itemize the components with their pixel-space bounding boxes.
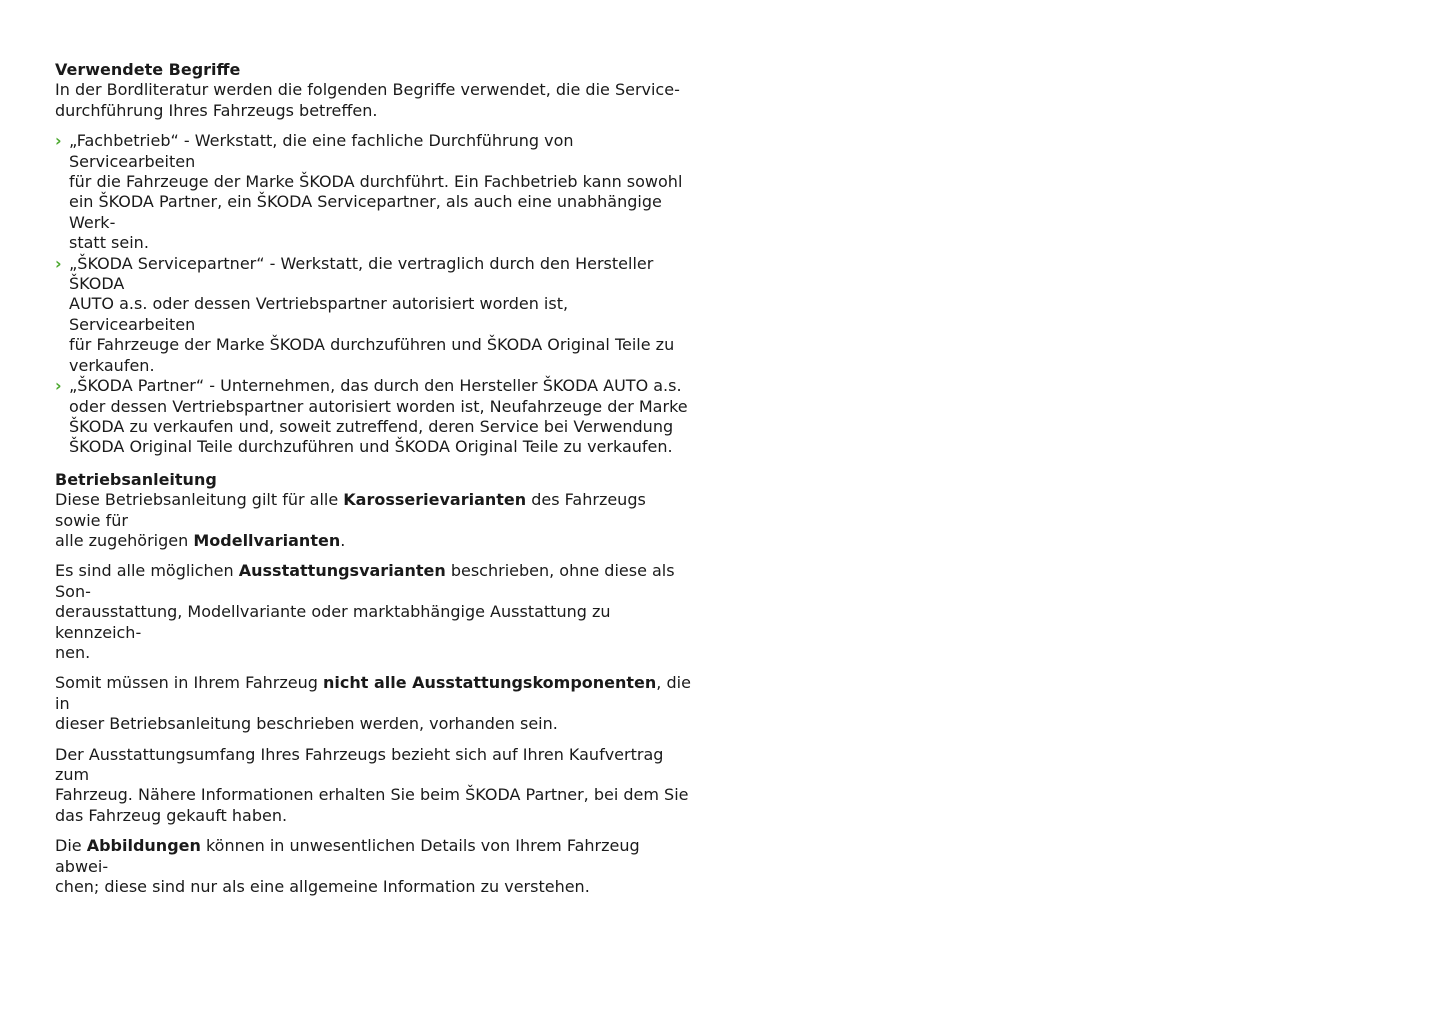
text-line: ein ŠKODA Partner, ein ŠKODA Servicepartner, als auch eine unabhängige Werk-: [69, 192, 662, 232]
bullet-arrow-icon: ›: [55, 253, 62, 273]
text-line: „ŠKODA Partner“ - Unternehmen, das durch den Hersteller ŠKODA AUTO a.s.: [69, 376, 682, 396]
paragraph-ausstattungsumfang: [55, 745, 695, 827]
section-heading: Verwendete Begriffe: [55, 60, 241, 79]
text-line: Fahrzeug. Nähere Informationen erhalten Sie beim ŠKODA Partner, bei dem Sie: [55, 785, 689, 805]
text-run: beschrieben, ohne diese als Son-: [55, 561, 675, 601]
paragraph-ausstattungsvarianten: [55, 561, 695, 663]
section-heading: Betriebsanleitung: [55, 469, 217, 489]
text-run: , die in: [55, 673, 691, 713]
text-line: verkaufen.: [69, 355, 155, 375]
text-line: „ŠKODA Servicepartner“ - Werkstatt, die vertraglich durch den Hersteller ŠKODA: [69, 253, 654, 294]
paragraph-abbildungen: [55, 836, 695, 897]
text-line: AUTO a.s. oder dessen Vertriebspartner autorisiert worden ist, Servicearbeiten: [69, 294, 569, 334]
text-run: Die: [55, 836, 87, 856]
text-line: ŠKODA zu verkaufen und, soweit zutreffend, deren Service bei Verwendung: [69, 416, 674, 436]
bullet-arrow-icon: ›: [55, 131, 62, 151]
text-line: oder dessen Vertriebspartner autorisiert worden ist, Neufahrzeuge der Marke: [69, 396, 688, 416]
text-line: statt sein.: [69, 233, 149, 253]
text-run: Diese Betriebsanleitung gilt für alle: [55, 490, 344, 510]
bold-term: Modellvarianten: [193, 530, 341, 550]
text-line: durchführung Ihres Fahrzeugs betreffen.: [55, 100, 378, 120]
bold-term: nicht alle Ausstattungskomponenten: [322, 673, 657, 693]
text-line: für die Fahrzeuge der Marke ŠKODA durchführt. Ein Fachbetrieb kann sowohl: [69, 172, 683, 192]
bold-term: Karosserievarianten: [343, 490, 527, 510]
text-run: alle zugehörigen: [55, 530, 194, 550]
text-run: Somit müssen in Ihrem Fahrzeug: [55, 673, 323, 693]
bold-term: Ausstattungsvarianten: [238, 561, 446, 581]
paragraph-karosserievarianten: [55, 490, 695, 551]
text-run: können in unwesentlichen Details von Ihrem Fahrzeug abwei-: [55, 836, 640, 876]
list-item: [55, 131, 695, 253]
paragraph-ausstattungskomponenten: [55, 673, 695, 734]
bold-term: Abbildungen: [86, 836, 201, 856]
section-verwendete-begriffe: [55, 60, 695, 458]
text-line: In der Bordliteratur werden die folgenden Begriffe verwendet, die die Service-: [55, 80, 680, 100]
bullet-arrow-icon: ›: [55, 376, 62, 396]
text-run: chen; diese sind nur als eine allgemeine Information zu verstehen.: [55, 877, 590, 897]
text-run: dieser Betriebsanleitung beschrieben werden, vorhanden sein.: [55, 714, 558, 734]
text-run: nen.: [55, 642, 91, 662]
list-item: [55, 254, 695, 376]
text-run: derausstattung, Modellvariante oder marktabhängige Ausstattung zu kennzeich-: [55, 602, 611, 642]
manual-page: [55, 60, 695, 897]
text-run: .: [340, 530, 346, 550]
list-item: [55, 376, 695, 458]
text-line: Der Ausstattungsumfang Ihres Fahrzeugs bezieht sich auf Ihren Kaufvertrag zum: [55, 744, 664, 784]
text-line: „Fachbetrieb“ - Werkstatt, die eine fachliche Durchführung von Servicearbeiten: [69, 131, 574, 171]
text-run: Es sind alle möglichen: [55, 561, 239, 581]
definition-list: [55, 131, 695, 458]
text-line: ŠKODA Original Teile durchzuführen und ŠKODA Original Teile zu verkaufen.: [69, 437, 673, 457]
text-run: des Fahrzeugs sowie für: [55, 490, 646, 530]
section-betriebsanleitung: [55, 470, 695, 898]
text-line: das Fahrzeug gekauft haben.: [55, 805, 288, 825]
text-line: für Fahrzeuge der Marke ŠKODA durchzuführen und ŠKODA Original Teile zu: [69, 335, 675, 355]
intro-paragraph: [55, 80, 695, 121]
